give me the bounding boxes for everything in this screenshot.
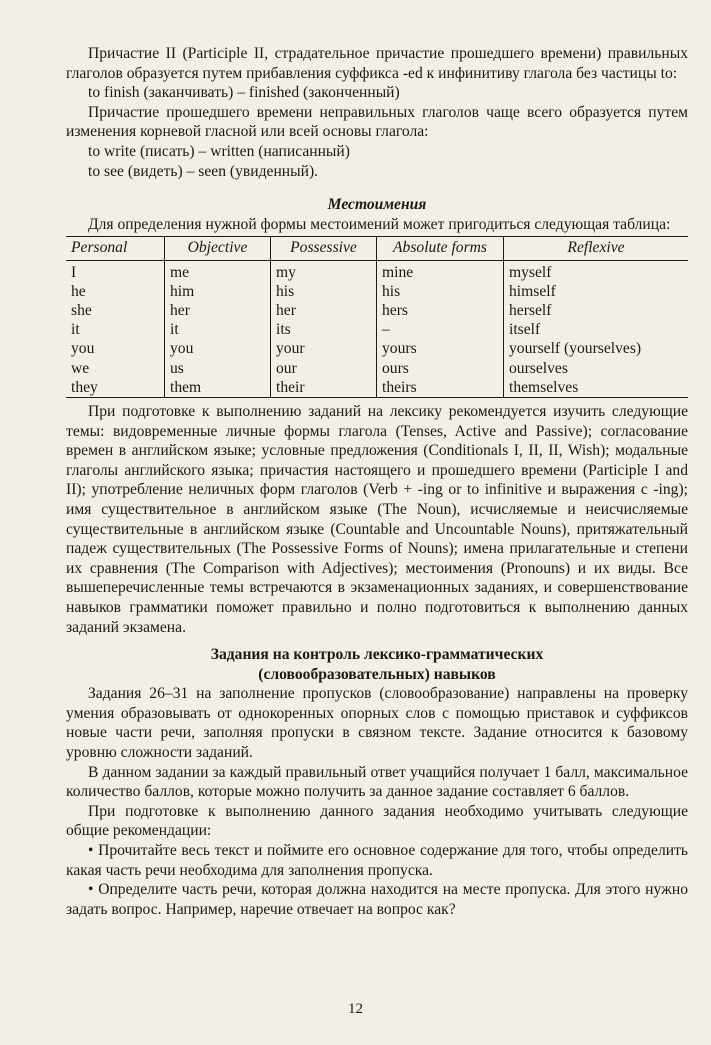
column-header-personal: Personal <box>66 237 165 260</box>
table-row <box>66 320 688 339</box>
table-cell-objective: me <box>165 260 271 282</box>
table-cell-absolute-forms: his <box>377 282 504 301</box>
table-row <box>66 378 688 398</box>
table-row <box>66 301 688 320</box>
column-header-absolute-forms: Absolute forms <box>377 237 504 260</box>
table-cell-personal: he <box>71 282 86 300</box>
page-number: 12 <box>348 1001 363 1017</box>
tasks-paragraph-2: В данном задании за каждый правильный ответ учащийся получает 1 балл, максимальное количество баллов, которые можно получить за данное задание составляет 6 баллов. <box>66 763 688 801</box>
participle-paragraph-2: Причастие прошедшего времени неправильных глаголов чаще всего образуется путем изменения корневой гласной или всей основы глагола: <box>66 103 688 141</box>
table-cell-reflexive: themselves <box>504 378 689 398</box>
table-row <box>66 359 688 378</box>
table-cell-personal: she <box>71 301 92 319</box>
table-cell-reflexive: itself <box>504 320 689 339</box>
table-cell-possessive: its <box>271 320 377 339</box>
table-row <box>66 282 688 301</box>
participle-example-3: to see (видеть) – seen (увиденный). <box>88 162 319 180</box>
table-cell-absolute-forms: ours <box>377 359 504 378</box>
tasks-heading-line-2: (словообразовательных) навыков <box>258 665 496 683</box>
table-cell-objective: you <box>165 339 271 358</box>
table-cell-possessive: her <box>271 301 377 320</box>
table-cell-possessive: your <box>271 339 377 358</box>
table-cell-absolute-forms: – <box>377 320 504 339</box>
tasks-paragraph-3: При подготовке к выполнению данного задания необходимо учитывать следующие общие рекомендации: <box>66 802 688 840</box>
table-cell-objective: her <box>165 301 271 320</box>
table-cell-absolute-forms: mine <box>377 260 504 282</box>
table-cell-possessive: their <box>271 378 377 398</box>
tasks-bullet-2: • Определите часть речи, которая должна находится на месте пропуска. Для этого нужно задать вопрос. Например, наречие отвечает на вопрос как? <box>66 881 688 918</box>
pronouns-heading: Местоимения <box>327 196 427 214</box>
page-content <box>66 44 688 919</box>
table-cell-absolute-forms: hers <box>377 301 504 320</box>
table-cell-reflexive: herself <box>504 301 689 320</box>
table-cell-objective: him <box>165 282 271 301</box>
table-cell-absolute-forms: yours <box>377 339 504 358</box>
tasks-paragraph-1: Задания 26–31 на заполнение пропусков (словообразование) направлены на проверку умения образовывать от однокоренных опорных слов с помощью приставок и суффиксов новые части речи, заполняя пропуски в связном тексте. Задание относится к базовому уровню сложности заданий. <box>66 685 688 762</box>
table-header-row <box>66 237 688 260</box>
table-cell-objective: us <box>165 359 271 378</box>
table-cell-possessive: my <box>271 260 377 282</box>
column-header-reflexive: Reflexive <box>504 237 689 260</box>
table-cell-personal: I <box>71 263 77 281</box>
table-cell-reflexive: ourselves <box>504 359 689 378</box>
tasks-heading-line-1: Задания на контроль лексико-грамматических <box>210 646 544 664</box>
participle-example-2: to write (писать) – written (написанный) <box>88 142 350 160</box>
table-cell-reflexive: yourself (yourselves) <box>504 339 689 358</box>
participle-example-1: to finish (заканчивать) – finished (законченный) <box>88 84 400 102</box>
pronouns-table <box>66 236 688 398</box>
table-cell-possessive: our <box>271 359 377 378</box>
table-cell-reflexive: myself <box>504 260 689 282</box>
table-cell-absolute-forms: theirs <box>377 378 504 398</box>
table-cell-personal: we <box>71 359 90 377</box>
table-row <box>66 260 688 282</box>
topics-paragraph: При подготовке к выполнению заданий на лексику рекомендуется изучить следующие темы: видовременные личные формы глагола (Tenses, Active and Passive); согласование времен в английском языке; условные предложения (Conditionals I, II, II, Wish); модальные глаголы английского языка; причастия настоящего и прошедшего времени (Participle I and II); употребление неличных форм глаголов (Verb + -ing or to infinitive и выражения с -ing); имя существительное в английском языке (The Noun), исчисляемые и неисчисляемые существительные в английском языке (Countable and Uncountable Nouns), притяжательный падеж существительных (The Possessive Forms of Nouns); имена прилагательные и степени их сравнения (The Comparison with Adjectives); местоимения (Pronouns) и их виды. Все вышеперечисленные темы встречаются в экзаменационных заданиях, и совершенствование навыков грамматики поможет правильно и полно подготовиться к выполнению данных заданий экзамена. <box>66 402 688 636</box>
table-cell-objective: them <box>165 378 271 398</box>
column-header-possessive: Possessive <box>271 237 377 260</box>
table-cell-objective: it <box>165 320 271 339</box>
table-cell-possessive: his <box>271 282 377 301</box>
participle-paragraph-1: Причастие II (Participle II, страдательное причастие прошедшего времени) правильных глаголов образуется путем прибавления суффикса -ed к инфинитиву глагола без частицы to: <box>66 45 688 82</box>
pronouns-intro: Для определения нужной формы местоимений может пригодиться следующая таблица: <box>88 215 671 233</box>
tasks-bullet-1: • Прочитайте весь текст и поймите его основное содержание для того, чтобы определить какая часть речи необходима для заполнения пропуска. <box>66 842 688 879</box>
table-cell-personal: they <box>66 378 165 398</box>
table-row <box>66 339 688 358</box>
table-cell-personal: you <box>71 340 95 358</box>
column-header-objective: Objective <box>165 237 271 260</box>
table-cell-personal: it <box>71 321 80 339</box>
table-cell-reflexive: himself <box>504 282 689 301</box>
